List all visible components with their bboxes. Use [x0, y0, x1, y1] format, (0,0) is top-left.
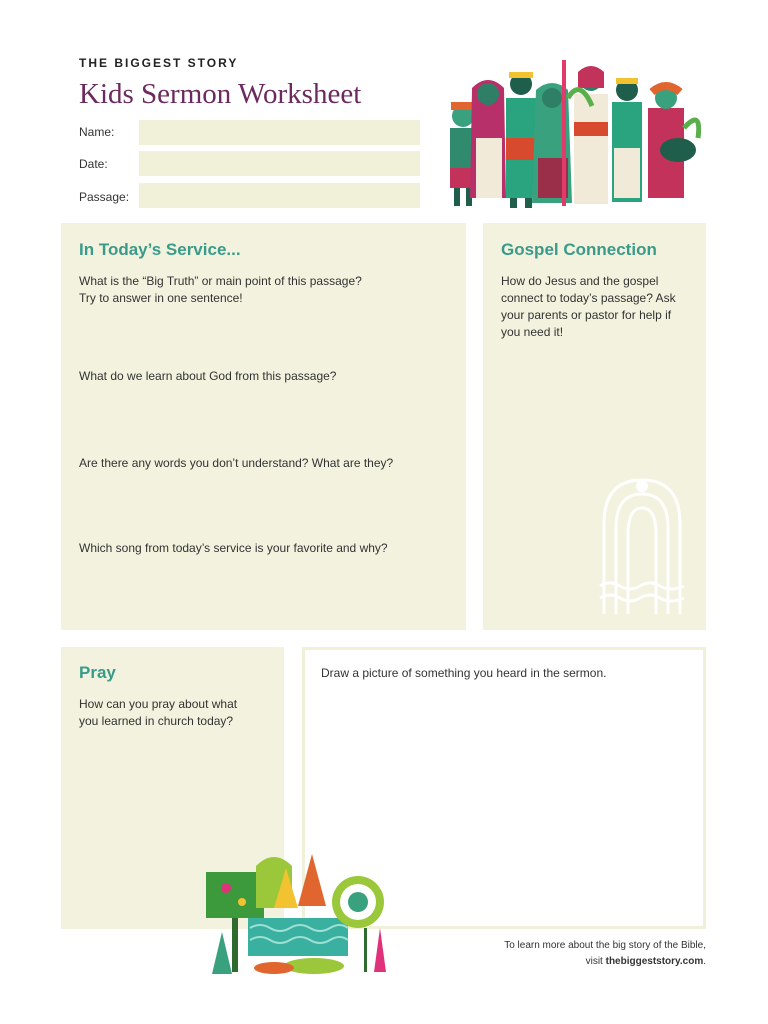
name-label: Name: — [79, 125, 115, 139]
tree — [206, 872, 264, 918]
person-figure — [506, 72, 536, 208]
question-line: you learned in church today? — [79, 714, 234, 728]
gospel-question — [501, 273, 676, 341]
footer-note — [406, 938, 706, 970]
footer-period: . — [703, 956, 706, 967]
passage-label: Passage: — [79, 190, 130, 204]
people-illustration — [440, 58, 708, 210]
person-figure — [612, 78, 642, 202]
tomb-arch-icon — [596, 474, 688, 616]
date-field[interactable] — [139, 151, 420, 176]
pray-question — [79, 696, 237, 730]
staff — [562, 60, 566, 206]
date-label: Date: — [79, 157, 108, 171]
footer-site-link[interactable]: thebiggeststory.com — [605, 956, 704, 967]
gospel-title: Gospel Connection — [501, 240, 657, 259]
question-words: Are there any words you don’t understand? What are they? — [79, 456, 394, 470]
name-field[interactable] — [139, 120, 420, 145]
question-learn-god: What do we learn about God from this passage? — [79, 369, 337, 383]
footer-visit: visit — [585, 956, 606, 967]
person-figure — [568, 66, 608, 204]
brand-name: THE BIGGEST STORY — [79, 56, 239, 70]
garden-illustration — [204, 848, 390, 976]
person-figure — [470, 80, 506, 198]
service-title: In Today’s Service... — [79, 240, 241, 259]
question-line: What is the “Big Truth” or main point of this passage? — [79, 274, 362, 288]
page-title: Kids Sermon Worksheet — [79, 78, 362, 110]
question-line: your parents or pastor for help if — [501, 308, 672, 322]
pray-title: Pray — [79, 663, 116, 682]
question-line: How do Jesus and the gospel — [501, 274, 659, 288]
question-big-truth — [79, 273, 362, 307]
footer-line — [406, 954, 706, 970]
question-line: How can you pray about what — [79, 697, 238, 711]
tree — [298, 854, 326, 906]
draw-prompt: Draw a picture of something you heard in the sermon. — [321, 666, 607, 680]
question-song: Which song from today’s service is your favorite and why? — [79, 541, 388, 555]
person-figure — [648, 86, 699, 198]
tree — [212, 932, 232, 974]
passage-field[interactable] — [139, 183, 420, 208]
footer-line: To learn more about the big story of the Bible, — [504, 940, 706, 951]
question-line: Try to answer in one sentence! — [79, 291, 243, 305]
question-line: connect to today’s passage? Ask — [501, 291, 676, 305]
question-line: you need it! — [501, 325, 564, 339]
flower — [374, 928, 386, 972]
